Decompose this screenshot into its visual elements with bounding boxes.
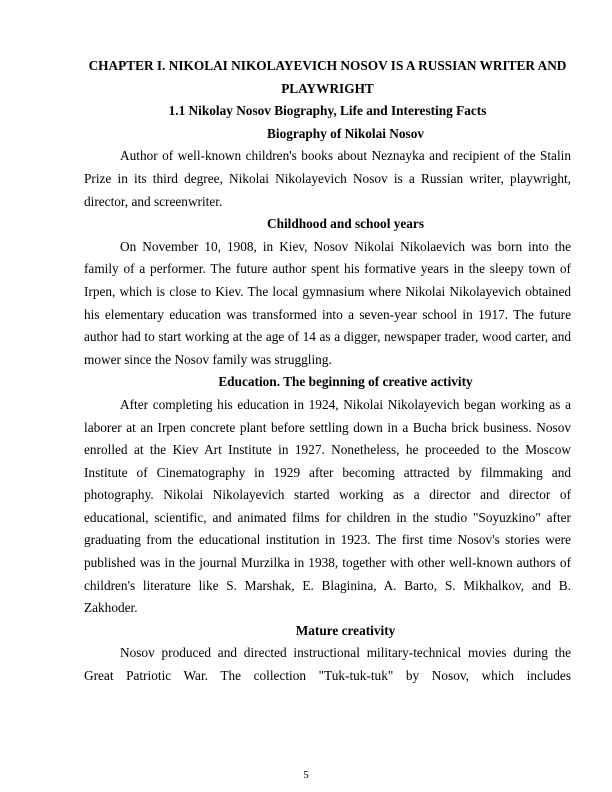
document-page bbox=[84, 55, 571, 688]
biography-heading: Biography of Nikolai Nosov bbox=[267, 125, 424, 141]
childhood-heading: Childhood and school years bbox=[266, 216, 425, 232]
childhood-paragraph: On November 10, 1908, in Kiev, Nosov Nikolai Nikolaevich was born into the family of a performer. The future author spent his formative years in the sleepy town of Irpen, which is close to Kiev. The local gymnasium where Nikolai Nikolayevich obtained his elementary education was transformed into a seven-year school in 1917. The future author had to start working at the age of 14 as a digger, newspaper trader, wood carter, and mower since the Nosov family was struggling. bbox=[84, 238, 571, 367]
page-number: 5 bbox=[303, 769, 309, 781]
mature-paragraph: Nosov produced and directed instructional military-technical movies during the Great Patriotic War. The collection "Tuk-tuk-tuk" by Nosov, which includes bbox=[84, 645, 571, 684]
chapter-title: CHAPTER I. NIKOLAI NIKOLAYEVICH NOSOV IS A RUSSIAN WRITER AND PLAYWRIGHT bbox=[88, 58, 567, 96]
section-title: 1.1 Nikolay Nosov Biography, Life and Interesting Facts bbox=[168, 103, 487, 119]
education-heading: Education. The beginning of creative activity bbox=[218, 374, 473, 390]
biography-paragraph: Author of well-known children's books about Neznayka and recipient of the Stalin Prize in its third degree, Nikolai Nikolayevich Nosov is a Russian writer, playwright, director, and screenwriter. bbox=[84, 148, 571, 209]
mature-heading: Mature creativity bbox=[295, 622, 396, 638]
education-paragraph: After completing his education in 1924, Nikolai Nikolayevich began working as a laborer at an Irpen concrete plant before settling down in a Bucha brick business. Nosov enrolled at the Kiev Art Institute in 1927. Nonetheless, he proceeded to the Moscow Institute of Cinematography in 1929 after becoming attracted by filmmaking and photography. Nikolai Nikolayevich started working as a director and director of educational, scientific, and animated films for children in the studio "Soyuzkino" after graduating from the educational institution in 1923. The first time Nosov's stories were published was in the journal Murzilka in 1938, together with other well-known authors of children's literature like S. Marshak, E. Blaginina, A. Barto, S. Mikhalkov, and B. Zakhoder. bbox=[84, 396, 571, 616]
